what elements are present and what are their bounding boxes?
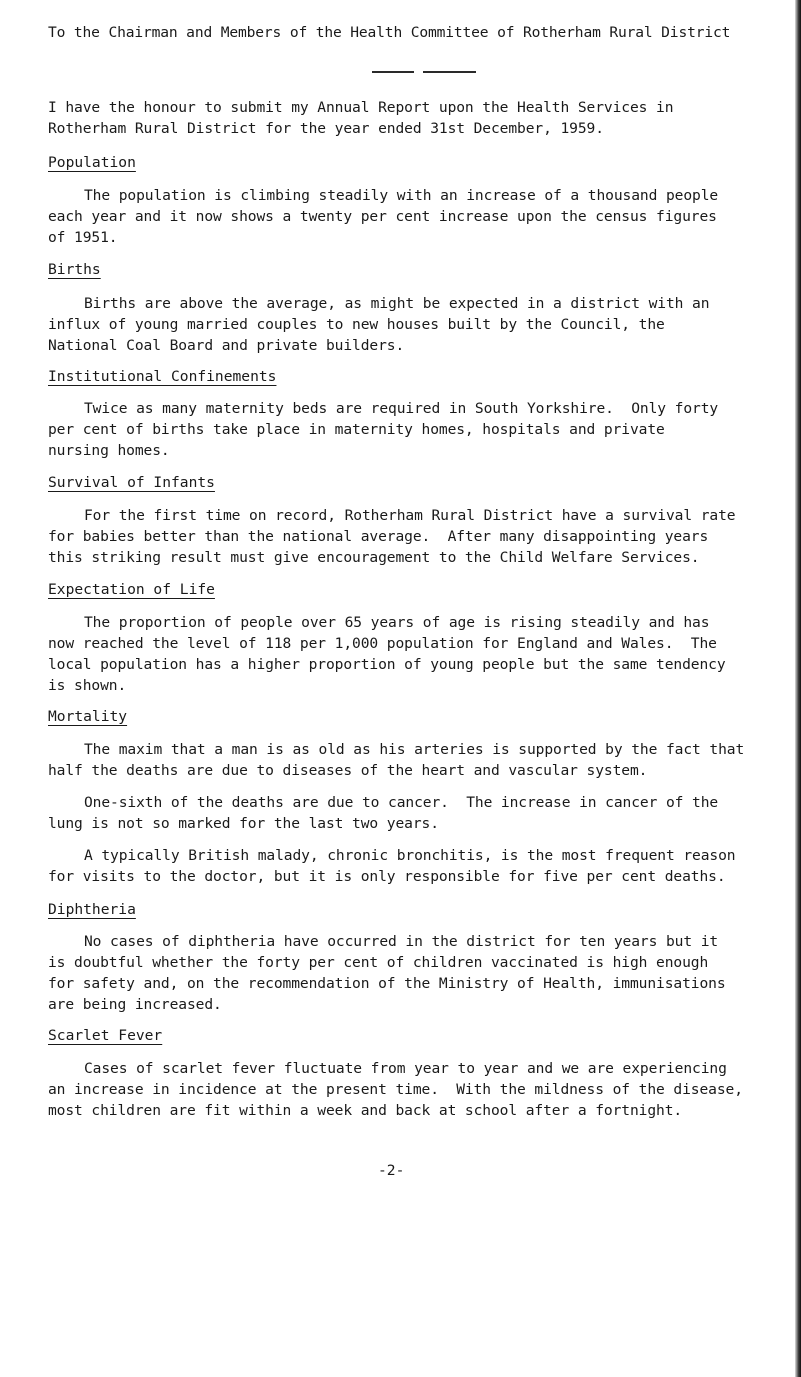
section-survival-of-infants-text [48, 505, 788, 568]
addressee-line: To the Chairman and Members of the Health Committee of Rotherham Rural District [48, 24, 731, 41]
section-expectation-of-life-text [48, 612, 788, 696]
text-line: influx of young married couples to new houses built by the Council, the [48, 316, 665, 333]
section-births [48, 259, 788, 280]
text-line: Cases of scarlet fever fluctuate from year to year and we are experiencing [84, 1060, 727, 1077]
section-population [48, 152, 788, 173]
page-number: -2- [378, 1162, 405, 1179]
section-heading: Mortality [48, 708, 128, 725]
text-line: Births are above the average, as might be expected in a district with an [84, 295, 710, 312]
text-line: The population is climbing steadily with an increase of a thousand people [84, 187, 719, 204]
text-line: most children are fit within a week and back at school after a fortnight. [48, 1102, 683, 1119]
text-line: now reached the level of 118 per 1,000 population for England and Wales. The [48, 635, 717, 652]
text-line: local population has a higher proportion of young people but the same tendency [48, 656, 726, 673]
separator-rule-right [423, 71, 476, 73]
section-expectation-of-life [48, 579, 788, 600]
section-heading: Scarlet Fever [48, 1027, 163, 1044]
text-line: of 1951. [48, 229, 118, 246]
text-line: No cases of diphtheria have occurred in the district for ten years but it [84, 933, 719, 950]
section-heading: Diphtheria [48, 901, 136, 918]
section-mortality-text-1 [48, 739, 788, 781]
text-line: The proportion of people over 65 years of age is rising steadily and has [84, 614, 710, 631]
section-institutional-confinements-text [48, 398, 788, 461]
section-scarlet-fever [48, 1025, 788, 1046]
section-mortality [48, 706, 788, 727]
section-institutional-confinements [48, 366, 788, 387]
section-diphtheria [48, 899, 788, 920]
text-line: half the deaths are due to diseases of the heart and vascular system. [48, 762, 648, 779]
text-line: for safety and, on the recommendation of the Ministry of Health, immunisations [48, 975, 726, 992]
section-heading: Births [48, 261, 101, 278]
text-line: are being increased. [48, 996, 222, 1013]
section-diphtheria-text [48, 931, 788, 1015]
section-heading: Expectation of Life [48, 581, 215, 598]
separator-rule-left [372, 71, 414, 73]
text-line: this striking result must give encouragement to the Child Welfare Services. [48, 549, 700, 566]
text-line: I have the honour to submit my Annual Report upon the Health Services in [48, 99, 674, 116]
section-survival-of-infants [48, 472, 788, 493]
section-mortality-text-3 [48, 845, 788, 887]
text-line: is doubtful whether the forty per cent of children vaccinated is high enough [48, 954, 709, 971]
text-line: for visits to the doctor, but it is only responsible for five per cent deaths. [48, 868, 726, 885]
text-line: For the first time on record, Rotherham Rural District have a survival rate [84, 507, 736, 524]
scanned-page-edge [795, 0, 801, 1377]
intro-paragraph [48, 97, 788, 139]
section-mortality-text-2 [48, 792, 788, 834]
section-heading: Population [48, 154, 136, 171]
text-line: One-sixth of the deaths are due to cancer. The increase in cancer of the [84, 794, 719, 811]
section-heading: Survival of Infants [48, 474, 215, 491]
text-line: for babies better than the national average. After many disappointing years [48, 528, 709, 545]
text-line: is shown. [48, 677, 127, 694]
text-line: Rotherham Rural District for the year ended 31st December, 1959. [48, 120, 604, 137]
text-line: lung is not so marked for the last two years. [48, 815, 439, 832]
text-line: The maxim that a man is as old as his arteries is supported by the fact that [84, 741, 745, 758]
text-line: Twice as many maternity beds are required in South Yorkshire. Only forty [84, 400, 719, 417]
section-births-text [48, 293, 788, 356]
text-line: an increase in incidence at the present time. With the mildness of the disease, [48, 1081, 743, 1098]
section-population-text [48, 185, 788, 248]
text-line: nursing homes. [48, 442, 170, 459]
section-heading: Institutional Confinements [48, 368, 277, 385]
text-line: per cent of births take place in maternity homes, hospitals and private [48, 421, 665, 438]
text-line: National Coal Board and private builders. [48, 337, 405, 354]
text-line: A typically British malady, chronic bronchitis, is the most frequent reason [84, 847, 736, 864]
text-line: each year and it now shows a twenty per cent increase upon the census figures [48, 208, 717, 225]
section-scarlet-fever-text [48, 1058, 788, 1121]
